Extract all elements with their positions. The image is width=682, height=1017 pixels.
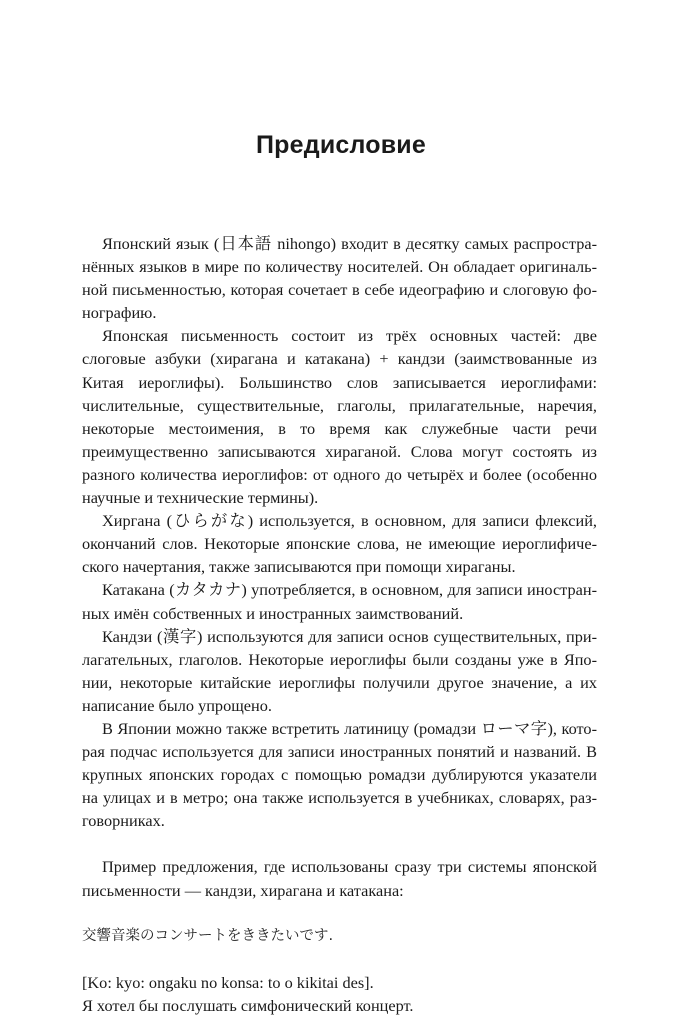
spacer xyxy=(82,948,597,971)
paragraph-romaji: В Японии можно также встретить латиницу (ромадзи ローマ字), которая подчас используется для записи иностранных понятий и названий. В крупных японских городах с помощью ромадзи дублируются указатели на улицах и в метро; она также используется в учебниках, словарях, разговорниках. xyxy=(82,718,597,831)
example-translation: Я хотел бы послушать симфонический концерт. xyxy=(82,995,414,1015)
paragraph-kanji: Кандзи (漢字) используются для записи основ существительных, прилагательных, глаголов. Некоторые иероглифы были созданы уже в Японии, некоторые китайские иероглифы получили другое значение, а их написание было упрощено. xyxy=(82,626,597,715)
spacer xyxy=(82,902,597,925)
paragraph-writing-system: Японская письменность состоит из трёх основных частей: две слоговые азбуки (хирагана и катакана) + кандзи (заимствованные из Китая иероглифы). Большинство слов записывается иероглифами: числительные, существительные, глаголы, прилагательные, наречия, некоторые местоимения, в то время как служебные части речи преимущественно записываются хираганой. Слова могут состоять из разного количества иероглифов: от одного до четырёх и более (особенно научные и технические термины). xyxy=(82,326,597,508)
example-japanese-sentence: 交響音楽のコンサートをききたいです. xyxy=(82,927,334,944)
page-title: Предисловие xyxy=(256,131,426,159)
example-block xyxy=(82,855,597,1016)
example-intro: Пример предложения, где использованы сразу три системы японской письменности — кандзи, хирагана и катакана: xyxy=(82,857,597,900)
preface-body xyxy=(82,232,597,1017)
paragraph-japanese-language: Японский язык (日本語 nihongo) входит в десятку самых распространённых языков в мире по количеству носителей. Он обладает оригинальной письменностью, которая сочетает в себе идеографию и слоговую фонографию. xyxy=(82,234,597,323)
example-romaji: [Ko: kyo: ongaku no konsa: to o kikitai des]. xyxy=(82,972,374,992)
paragraph-katakana: Катакана (カタカナ) употребляется, в основном, для записи иностранных имён собственных и иностранных заимствований. xyxy=(82,580,597,623)
paragraph-hiragana: Хиргана (ひらがな) используется, в основном, для записи флексий, окончаний слов. Некоторые японские слова, не имеющие иероглифического начертания, также записываются при помощи хираганы. xyxy=(82,511,597,577)
spacer xyxy=(82,832,597,855)
